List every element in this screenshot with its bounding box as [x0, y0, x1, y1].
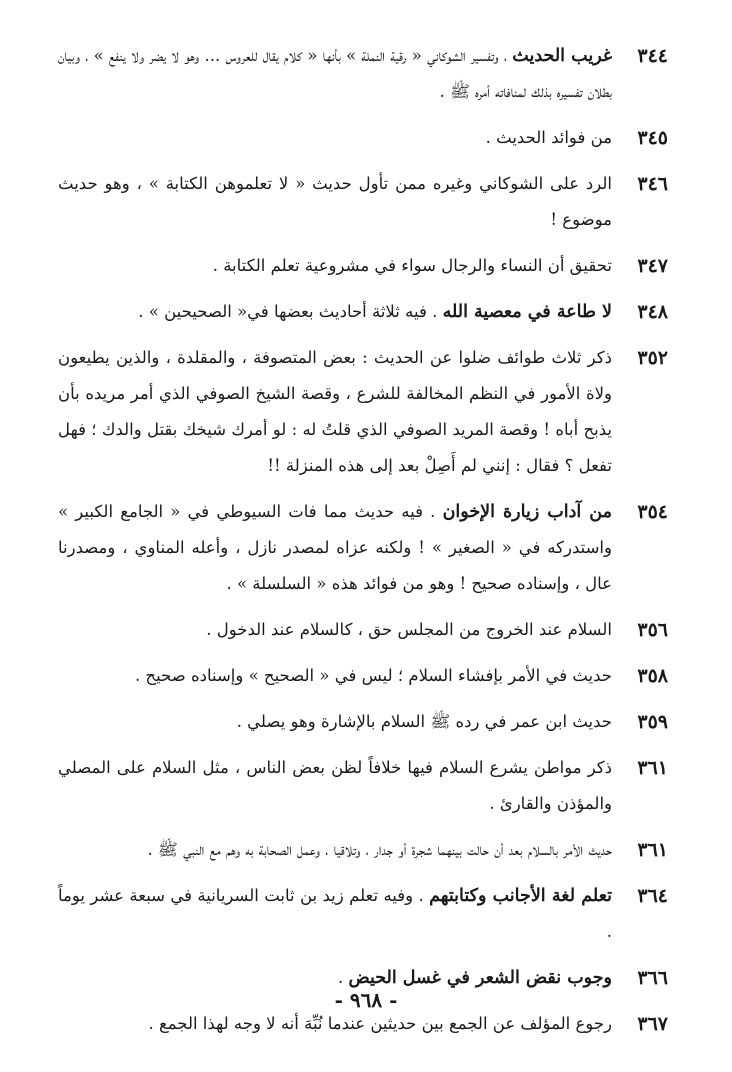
- entry-page-number: ٣٤٨: [637, 301, 668, 323]
- entry-page-number: ٣٥٩: [637, 711, 668, 733]
- index-entry: [58, 878, 668, 950]
- index-entry: [58, 248, 668, 284]
- index-entry: [58, 494, 668, 602]
- entry-text: [58, 750, 612, 822]
- entry-page-number: ٣٦١: [637, 839, 668, 861]
- entry-title: من آداب زيارة الإخوان: [442, 502, 612, 522]
- entry-title: تعلم لغة الأجانب وكتابتهم: [429, 886, 613, 906]
- entry-title: لا طاعة في معصية الله: [442, 302, 612, 322]
- entry-text: [58, 878, 612, 950]
- entry-page-number: ٣٦٧: [637, 1013, 668, 1035]
- index-entry: [58, 166, 668, 238]
- entry-body: الرد على الشوكاني وغيره ممن تأول حديث « لا تعلموهن الكتابة » ، وهو حديث موضوع !: [58, 174, 612, 229]
- entry-body: . فيه ثلاثة أحاديث بعضها في« الصحيحين » .: [138, 302, 438, 321]
- index-entry: [58, 832, 668, 868]
- entry-title: غريب الحديث: [512, 46, 613, 66]
- entry-text: [58, 612, 612, 648]
- entry-body: ، وتفسير الشوكاني « رقية النملة » بأنها « كلام يقال للعروس ... وهو لا يضر ولا ينفع » ، وبيان بطلان تفسيره بذلك لمنافاته أمره ﷺ .: [58, 46, 612, 101]
- entry-page-number: ٣٤٤: [637, 45, 668, 67]
- entry-page-number: ٣٤٦: [637, 173, 668, 195]
- entry-body: من فوائد الحديث .: [485, 128, 612, 147]
- entry-text: [58, 248, 612, 284]
- entry-text: [58, 494, 612, 602]
- entry-page-number: ٣٥٢: [637, 347, 668, 369]
- page-footer-number: - ٩٦٨ -: [334, 988, 398, 1012]
- index-entry: [58, 120, 668, 156]
- index-entry: [58, 704, 668, 740]
- entry-text: [58, 38, 612, 110]
- entry-text: [58, 704, 612, 740]
- entry-body: السلام عند الخروج من المجلس حق ، كالسلام عند الدخول .: [206, 620, 612, 639]
- entry-body: ذكر مواطن يشرع السلام فيها خلافاً لظن بعض الناس ، مثل السلام على المصلي والمؤذن والقارئ .: [58, 758, 612, 813]
- entry-text: [58, 340, 612, 484]
- entry-page-number: ٣٦٦: [637, 967, 668, 989]
- entry-body: تحقيق أن النساء والرجال سواء في مشروعية تعلم الكتابة .: [212, 256, 612, 275]
- entry-page-number: ٣٥٨: [637, 665, 668, 687]
- entry-text: [58, 294, 612, 330]
- entry-page-number: ٣٤٧: [637, 255, 668, 277]
- index-entry: [58, 612, 668, 648]
- index-page: [58, 38, 668, 1052]
- entry-body: ذكر ثلاث طوائف ضلوا عن الحديث : بعض المتصوفة ، والمقلدة ، والذين يطيعون ولاة الأمور في النظم المخالفة للشرع ، وقصة الشيخ الصوفي الذي أمر مريده بأن يذبح أباه ! وقصة المريد الصوفي الذي قلتُ له : لو أمرك شيخك بقتل والدك ؛ فهل تفعل ؟ فقال : إنني لم أَصِلْ بعد إلى هذه المنزلة !!: [58, 348, 612, 475]
- entry-body: حديث الأمر بالسلام بعد أن حالت بينهما شجرة أو جدار ، وتلاقيا ، وعمل الصحابة به وهم مع النبي ﷺ .: [147, 840, 612, 859]
- entry-page-number: ٣٥٤: [637, 501, 668, 523]
- entry-page-number: ٣٦٤: [637, 885, 668, 907]
- entry-text: [58, 832, 612, 868]
- entry-text: [58, 658, 612, 694]
- index-entry: [58, 340, 668, 484]
- entry-body: حديث في الأمر بإفشاء السلام ؛ ليس في « الصحيح » وإسناده صحيح .: [134, 666, 612, 685]
- index-entry: [58, 750, 668, 822]
- index-entry: [58, 294, 668, 330]
- entry-title: وجوب نقض الشعر في غسل الحيض: [348, 968, 612, 988]
- entry-page-number: ٣٤٥: [637, 127, 668, 149]
- index-entry: [58, 38, 668, 110]
- index-entry: [58, 658, 668, 694]
- entry-text: [58, 120, 612, 156]
- entry-body: رجوع المؤلف عن الجمع بين حديثين عندما نُبِّهَ أنه لا وجه لهذا الجمع .: [148, 1014, 612, 1033]
- entry-body: . وفيه تعلم زيد بن ثابت السريانية في سبعة عشر يوماً .: [58, 886, 612, 941]
- entry-body: حديث ابن عمر في رده ﷺ السلام بالإشارة وهو يصلي .: [236, 712, 612, 731]
- entry-page-number: ٣٥٦: [637, 619, 668, 641]
- entry-body: .: [338, 968, 344, 987]
- entry-text: [58, 166, 612, 238]
- entry-body: . فيه حديث مما فات السيوطي في « الجامع الكبير » واستدركه في « الصغير » ! ولكنه عزاه لمصدر نازل ، وأعله المناوي ، ومصدرنا عال ، وإسناده صحيح ! وهو من فوائد هذه « السلسلة » .: [58, 502, 612, 593]
- entry-page-number: ٣٦١: [637, 757, 668, 779]
